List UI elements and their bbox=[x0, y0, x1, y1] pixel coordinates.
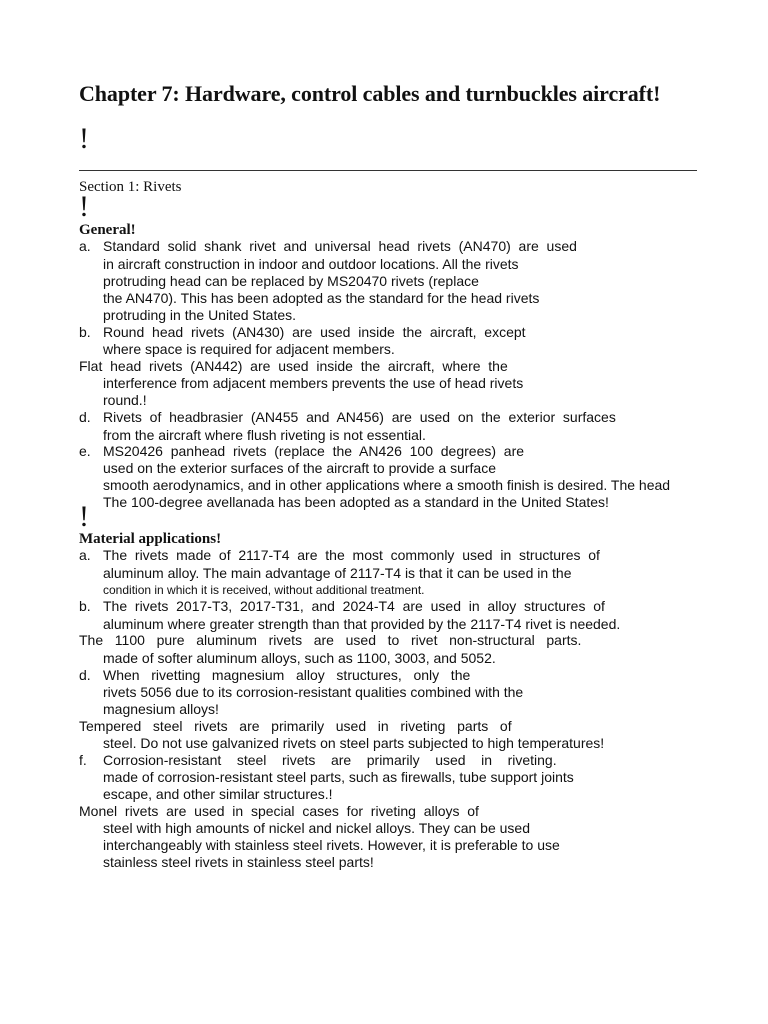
item-text: The 100-degree avellanada has been adopted as a standard in the United States! bbox=[103, 494, 609, 510]
item-text: steel. Do not use galvanized rivets on steel parts subjected to high temperatures! bbox=[103, 735, 605, 751]
section-label: Section 1: Rivets bbox=[79, 179, 182, 195]
item-label: a. bbox=[79, 238, 91, 254]
item-text: made of corrosion-resistant steel parts, such as firewalls, tube support joints bbox=[103, 769, 574, 785]
item-label: b. bbox=[79, 598, 91, 614]
exclamation-mark: ! bbox=[79, 500, 89, 533]
horizontal-divider bbox=[79, 170, 697, 171]
item-text: Monel rivets are used in special cases for riveting alloys of bbox=[79, 803, 479, 819]
item-text: made of softer aluminum alloys, such as 1100, 3003, and 5052. bbox=[103, 650, 496, 666]
item-label: f. bbox=[79, 752, 87, 768]
item-text: smooth aerodynamics, and in other applications where a smooth finish is desired. The head bbox=[103, 477, 671, 493]
item-text: the AN470). This has been adopted as the standard for the head rivets bbox=[103, 290, 540, 306]
item-label: a. bbox=[79, 547, 91, 563]
item-text: Round head rivets (AN430) are used inside the aircraft, except bbox=[103, 324, 526, 340]
item-text: from the aircraft where flush riveting is not essential. bbox=[103, 427, 426, 443]
page-title: Chapter 7: Hardware, control cables and turnbuckles aircraft! bbox=[79, 81, 661, 106]
item-text: round.! bbox=[103, 392, 147, 408]
item-label: d. bbox=[79, 667, 91, 683]
item-text: aluminum alloy. The main advantage of 2117-T4 is that it can be used in the bbox=[103, 565, 572, 581]
item-text: aluminum where greater strength than that provided by the 2117-T4 rivet is needed. bbox=[103, 616, 621, 632]
item-text: When rivetting magnesium alloy structures, only the bbox=[103, 667, 471, 683]
item-text: interchangeably with stainless steel rivets. However, it is preferable to use bbox=[103, 837, 560, 853]
item-text: in aircraft construction in indoor and outdoor locations. All the rivets bbox=[103, 256, 519, 272]
item-text: Tempered steel rivets are primarily used in riveting parts of bbox=[79, 718, 512, 734]
item-text: Standard solid shank rivet and universal head rivets (AN470) are used bbox=[103, 238, 577, 254]
item-text: Corrosion-resistant steel rivets are primarily used in riveting. bbox=[103, 752, 557, 768]
item-text: where space is required for adjacent members. bbox=[103, 341, 395, 357]
item-text: Rivets of headbrasier (AN455 and AN456) are used on the exterior surfaces bbox=[103, 409, 616, 425]
item-text: The rivets made of 2117-T4 are the most commonly used in structures of bbox=[103, 547, 600, 563]
item-text: escape, and other similar structures.! bbox=[103, 786, 333, 802]
item-text: steel with high amounts of nickel and nickel alloys. They can be used bbox=[103, 820, 530, 836]
item-label: d. bbox=[79, 409, 91, 425]
item-text: MS20426 panhead rivets (replace the AN426 100 degrees) are bbox=[103, 443, 525, 459]
item-text: used on the exterior surfaces of the aircraft to provide a surface bbox=[103, 460, 496, 476]
exclamation-mark: ! bbox=[79, 122, 89, 155]
materials-heading: Material applications! bbox=[79, 531, 222, 547]
item-text: condition in which it is received, without additional treatment. bbox=[103, 583, 425, 597]
general-heading: General! bbox=[79, 222, 136, 238]
item-text: stainless steel rivets in stainless steel parts! bbox=[103, 854, 374, 870]
item-text: protruding head can be replaced by MS20470 rivets (replace bbox=[103, 273, 479, 289]
item-text: rivets 5056 due to its corrosion-resistant qualities combined with the bbox=[103, 684, 524, 700]
item-label: e. bbox=[79, 443, 91, 459]
item-text: The 1100 pure aluminum rivets are used to rivet non-structural parts. bbox=[79, 632, 582, 648]
exclamation-mark: ! bbox=[79, 190, 89, 223]
item-text: The rivets 2017-T3, 2017-T31, and 2024-T4 are used in alloy structures of bbox=[103, 598, 605, 614]
item-text: interference from adjacent members prevents the use of head rivets bbox=[103, 375, 524, 391]
item-text: magnesium alloys! bbox=[103, 701, 219, 717]
item-text: protruding in the United States. bbox=[103, 307, 297, 323]
item-label: b. bbox=[79, 324, 91, 340]
item-text: Flat head rivets (AN442) are used inside the aircraft, where the bbox=[79, 358, 508, 374]
